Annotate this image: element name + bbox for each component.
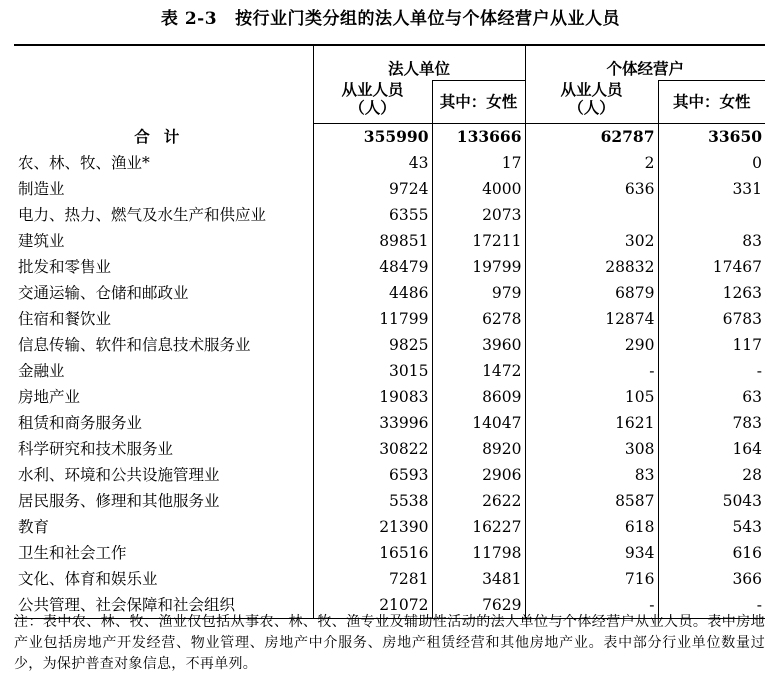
individual-female-cell: 28	[658, 462, 765, 488]
table-title	[0, 8, 781, 30]
individual-female-cell: 5043	[658, 488, 765, 514]
individual-female-cell: 543	[658, 514, 765, 540]
industry-cell: 租赁和商务服务业	[18, 414, 143, 432]
legal-cell: 30822	[313, 436, 432, 462]
table-row	[14, 202, 765, 228]
individual-female-cell: 17467	[658, 254, 765, 280]
table-row	[14, 566, 765, 592]
individual-female-cell: 366	[658, 566, 765, 592]
individual-cell: -	[525, 592, 658, 619]
legal-entity-header-line1: 法人单位	[388, 59, 451, 78]
employment-table	[14, 44, 765, 619]
legal-entity-header-line2: 从业人员	[341, 79, 404, 99]
individual-business-female-header: 其中：女性	[658, 81, 765, 124]
individual-cell: 6879	[525, 280, 658, 306]
table-row	[14, 280, 765, 306]
individual-cell: 934	[525, 540, 658, 566]
legal-cell: 21072	[313, 592, 432, 619]
legal-female-cell: 17211	[432, 228, 525, 254]
legal-cell: 21390	[313, 514, 432, 540]
individual-female-cell: 83	[658, 228, 765, 254]
total-legal-female: 133666	[432, 124, 525, 151]
total-legal: 355990	[313, 124, 432, 151]
legal-female-cell: 3960	[432, 332, 525, 358]
individual-cell: 716	[525, 566, 658, 592]
individual-female-cell: 6783	[658, 306, 765, 332]
individual-female-cell: -	[658, 358, 765, 384]
legal-entity-female-header: 其中：女性	[432, 81, 525, 124]
legal-cell: 3015	[313, 358, 432, 384]
industry-cell: 农、林、牧、渔业*	[18, 154, 150, 172]
individual-female-cell: 331	[658, 176, 765, 202]
legal-cell: 19083	[313, 384, 432, 410]
legal-female-cell: 16227	[432, 514, 525, 540]
table-row	[14, 332, 765, 358]
legal-cell: 6355	[313, 202, 432, 228]
individual-business-employees-header	[525, 81, 658, 124]
individual-business-header-unit: （人）	[568, 97, 615, 117]
table-row	[14, 488, 765, 514]
legal-cell: 9724	[313, 176, 432, 202]
table-row	[14, 358, 765, 384]
table-row	[14, 254, 765, 280]
industry-cell: 金融业	[18, 362, 65, 380]
individual-female-cell: 783	[658, 410, 765, 436]
individual-business-header-line2: 从业人员	[560, 79, 623, 99]
individual-cell: 618	[525, 514, 658, 540]
industry-cell: 水利、环境和公共设施管理业	[18, 466, 220, 484]
individual-female-cell: 164	[658, 436, 765, 462]
legal-cell: 16516	[313, 540, 432, 566]
individual-cell: 12874	[525, 306, 658, 332]
individual-female-cell: 117	[658, 332, 765, 358]
industry-header	[14, 45, 313, 124]
legal-cell: 5538	[313, 488, 432, 514]
table-row	[14, 176, 765, 202]
legal-cell: 9825	[313, 332, 432, 358]
table-row	[14, 228, 765, 254]
table-title-text: 按行业门类分组的法人单位与个体经营户从业人员	[235, 9, 621, 29]
legal-female-cell: 19799	[432, 254, 525, 280]
individual-female-cell: 616	[658, 540, 765, 566]
individual-cell: -	[525, 358, 658, 384]
industry-cell: 信息传输、软件和信息技术服务业	[18, 336, 251, 354]
legal-cell: 89851	[313, 228, 432, 254]
legal-entity-header-unit: （人）	[349, 97, 396, 117]
legal-female-cell: 8920	[432, 436, 525, 462]
table-row	[14, 436, 765, 462]
industry-cell: 交通运输、仓储和邮政业	[18, 284, 189, 302]
individual-cell	[525, 202, 658, 228]
individual-female-cell: -	[658, 592, 765, 619]
legal-female-cell: 17	[432, 150, 525, 176]
industry-cell: 公共管理、社会保障和社会组织	[14, 592, 313, 619]
legal-female-cell: 7629	[432, 592, 525, 619]
table-row	[14, 306, 765, 332]
table-number: 表 2-3	[160, 9, 218, 29]
industry-cell: 教育	[18, 518, 50, 536]
industry-cell: 批发和零售业	[18, 258, 112, 276]
table-row	[14, 514, 765, 540]
individual-cell: 2	[525, 150, 658, 176]
industry-cell: 文化、体育和娱乐业	[18, 570, 158, 588]
legal-female-cell: 4000	[432, 176, 525, 202]
industry-cell: 住宿和餐饮业	[18, 310, 112, 328]
legal-entity-employees-header	[313, 81, 432, 124]
individual-cell: 28832	[525, 254, 658, 280]
legal-female-cell: 3481	[432, 566, 525, 592]
table-row	[14, 462, 765, 488]
individual-female-cell	[658, 202, 765, 228]
industry-cell: 制造业	[18, 180, 65, 198]
legal-cell: 48479	[313, 254, 432, 280]
industry-cell: 房地产业	[18, 388, 81, 406]
legal-cell: 43	[313, 150, 432, 176]
total-label: 合计	[134, 126, 194, 146]
total-individual: 62787	[525, 124, 658, 151]
legal-cell: 11799	[313, 306, 432, 332]
table-row	[14, 410, 765, 436]
total-row	[14, 124, 765, 151]
individual-female-cell: 1263	[658, 280, 765, 306]
industry-cell: 科学研究和技术服务业	[18, 440, 174, 458]
legal-female-cell: 2906	[432, 462, 525, 488]
legal-entity-group-header	[313, 45, 525, 81]
legal-cell: 4486	[313, 280, 432, 306]
individual-cell: 1621	[525, 410, 658, 436]
legal-cell: 7281	[313, 566, 432, 592]
industry-cell: 电力、热力、燃气及水生产和供应业	[18, 206, 267, 224]
individual-cell: 105	[525, 384, 658, 410]
individual-business-group-header	[525, 45, 765, 81]
individual-business-header-line1: 个体经营户	[606, 59, 685, 78]
table-body	[14, 124, 765, 619]
legal-cell: 33996	[313, 410, 432, 436]
table-row	[14, 150, 765, 176]
total-individual-female: 33650	[658, 124, 765, 151]
individual-cell: 308	[525, 436, 658, 462]
legal-female-cell: 2073	[432, 202, 525, 228]
individual-female-cell: 0	[658, 150, 765, 176]
individual-cell: 302	[525, 228, 658, 254]
legal-cell: 6593	[313, 462, 432, 488]
table-row	[14, 384, 765, 410]
legal-female-cell: 979	[432, 280, 525, 306]
table-row	[14, 540, 765, 566]
footnote: 注：表中农、林、牧、渔业仅包括从事农、林、牧、渔专业及辅助性活动的法人单位与个体经营户从业人员。表中房地产业包括房地产开发经营、物业管理、房地产中介服务、房地产租赁经营和其他房地产业。表中部分行业单位数量过少，为保护普查对象信息，不再单列。	[14, 614, 765, 672]
legal-female-cell: 11798	[432, 540, 525, 566]
individual-cell: 8587	[525, 488, 658, 514]
legal-female-cell: 14047	[432, 410, 525, 436]
individual-cell: 83	[525, 462, 658, 488]
legal-female-cell: 2622	[432, 488, 525, 514]
industry-cell: 建筑业	[18, 232, 65, 250]
table-header	[14, 45, 765, 124]
individual-cell: 636	[525, 176, 658, 202]
legal-female-cell: 8609	[432, 384, 525, 410]
individual-female-cell: 63	[658, 384, 765, 410]
industry-cell: 卫生和社会工作	[18, 544, 127, 562]
individual-cell: 290	[525, 332, 658, 358]
industry-cell: 居民服务、修理和其他服务业	[18, 492, 220, 510]
legal-female-cell: 1472	[432, 358, 525, 384]
legal-female-cell: 6278	[432, 306, 525, 332]
